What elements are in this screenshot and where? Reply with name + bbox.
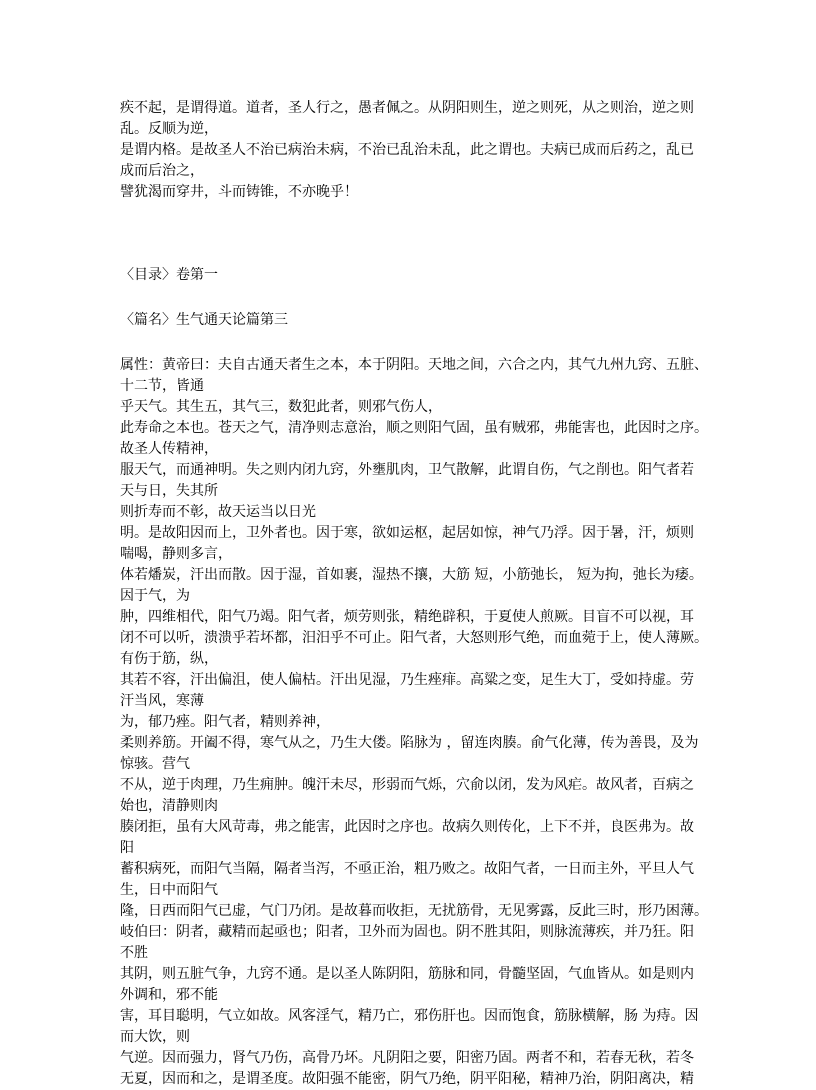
catalog-heading: 〈目录〉卷第一: [120, 267, 218, 283]
text-line: 害，耳目聪明，气立如故。风客淫气，精乃亡，邪伤肝也。因而饱食，筋脉横解，肠 为痔。因: [120, 1008, 699, 1024]
text-line: 乎天气。其生五，其气三，数犯此者，则邪气伤人，: [120, 399, 442, 415]
section-gap: [120, 203, 700, 265]
text-line: 则折寿而不彰，故天运当以日光: [120, 504, 316, 520]
chapter-heading: 〈篇名〉生气通天论篇第三: [120, 312, 288, 328]
text-line: 乱。反顺为逆，: [120, 121, 218, 137]
text-line: 气逆。因而强力，肾气乃伤，高骨乃坏。凡阴阳之要，阳密乃固。两者不和，若春无秋，若冬: [120, 1050, 694, 1066]
intro-paragraph: [120, 98, 700, 203]
text-line: 疾不起，是谓得道。道者，圣人行之，愚者佩之。从阴阳则生，逆之则死，从之则治，逆之则: [120, 100, 694, 116]
text-line: 蓄积病死，而阳气当隔，隔者当泻，不亟正治，粗乃败之。故阳气者，一日而主外，平旦人气: [120, 861, 694, 877]
text-line: 是谓内格。是故圣人不治已病治未病，不治已乱治未乱，此之谓也。夫病已成而后药之，乱已: [120, 142, 694, 158]
text-line: 惊骇。营气: [120, 756, 190, 772]
text-line: 而大饮，则: [120, 1029, 190, 1045]
document-page: [120, 98, 708, 1090]
text-line: 腠闭拒，虽有大风苛毒，弗之能害，此因时之序也。故病久则传化，上下不并，良医弗为。故: [120, 819, 694, 835]
text-line: 其阴，则五脏气争，九窍不通。是以圣人陈阴阳，筋脉和同，骨髓坚固，气血皆从。如是则内: [120, 966, 694, 982]
text-line: 此寿命之本也。苍天之气，清净则志意治，顺之则阳气固，虽有贼邪，弗能害也，此因时之序。: [120, 420, 708, 436]
text-line: 阳: [120, 840, 134, 856]
text-line: 有伤于筋，纵，: [120, 651, 218, 667]
text-line: 肿，四维相代，阳气乃竭。阳气者，烦劳则张，精绝辟积，于夏使人煎厥。目盲不可以视，耳: [120, 609, 694, 625]
text-line: 汗当风，寒薄: [120, 693, 204, 709]
text-line: 岐伯曰：阴者，藏精而起亟也；阳者，卫外而为固也。阴不胜其阳，则脉流薄疾，并乃狂。阳: [120, 924, 694, 940]
text-line: 譬犹渴而穿井，斗而铸锥，不亦晚乎！: [120, 184, 358, 200]
text-line: 属性：黄帝曰：夫自古通天者生之本，本于阴阳。天地之间，六合之内，其气九州九窍、五脏、: [120, 357, 708, 373]
text-line: 因于气，为: [120, 588, 190, 604]
text-line: 始也，清静则肉: [120, 798, 218, 814]
text-line: 明。是故阳因而上，卫外者也。因于寒，欲如运枢，起居如惊，神气乃浮。因于暑，汗，烦则: [120, 525, 694, 541]
text-line: 不从，逆于肉理，乃生痈肿。魄汗未尽，形弱而气烁，穴俞以闭，发为风疟。故风者，百病之: [120, 777, 694, 793]
text-line: 柔则养筋。开阖不得，寒气从之，乃生大偻。陷脉为 ，留连肉腠。俞气化薄，传为善畏，及为: [120, 735, 699, 751]
text-line: 其若不容，汗出偏沮，使人偏枯。汗出见湿，乃生痤痱。高粱之变，足生大丁，受如持虚。劳: [120, 672, 694, 688]
text-line: 无夏，因而和之，是谓圣度。故阳强不能密，阴气乃绝，阴平阳秘，精神乃治，阴阳离决，精: [120, 1071, 694, 1087]
text-line: 十二节，皆通: [120, 378, 204, 394]
text-line: 故圣人传精神，: [120, 441, 218, 457]
text-line: 生，日中而阳气: [120, 882, 218, 898]
text-line: 闭不可以听，溃溃乎若坏都，汨汨乎不可止。阳气者，大怒则形气绝，而血菀于上，使人薄厥。: [120, 630, 708, 646]
text-line: 外调和，邪不能: [120, 987, 218, 1003]
text-line: 为，郁乃痤。阳气者，精则养神，: [120, 714, 330, 730]
text-line: 不胜: [120, 945, 148, 961]
text-line: 成而后治之，: [120, 163, 204, 179]
heading-gap: [120, 331, 700, 355]
text-line: 体若燔炭，汗出而散。因于湿，首如裹，湿热不攘，大筋 短，小筋弛长， 短为拘，弛长为痿。: [120, 567, 703, 583]
text-line: 天与日，失其所: [120, 483, 218, 499]
body-paragraph: [120, 355, 708, 1090]
text-line: 服天气，而通神明。失之则内闭九窍，外壅肌肉，卫气散解，此谓自伤，气之削也。阳气者若: [120, 462, 694, 478]
text-line: 喘喝，静则多言，: [120, 546, 232, 562]
text-line: 隆，日西而阳气已虚，气门乃闭。是故暮而收拒，无扰筋骨，无见雾露，反此三时，形乃困薄。: [120, 903, 708, 919]
heading-gap: [120, 286, 700, 310]
